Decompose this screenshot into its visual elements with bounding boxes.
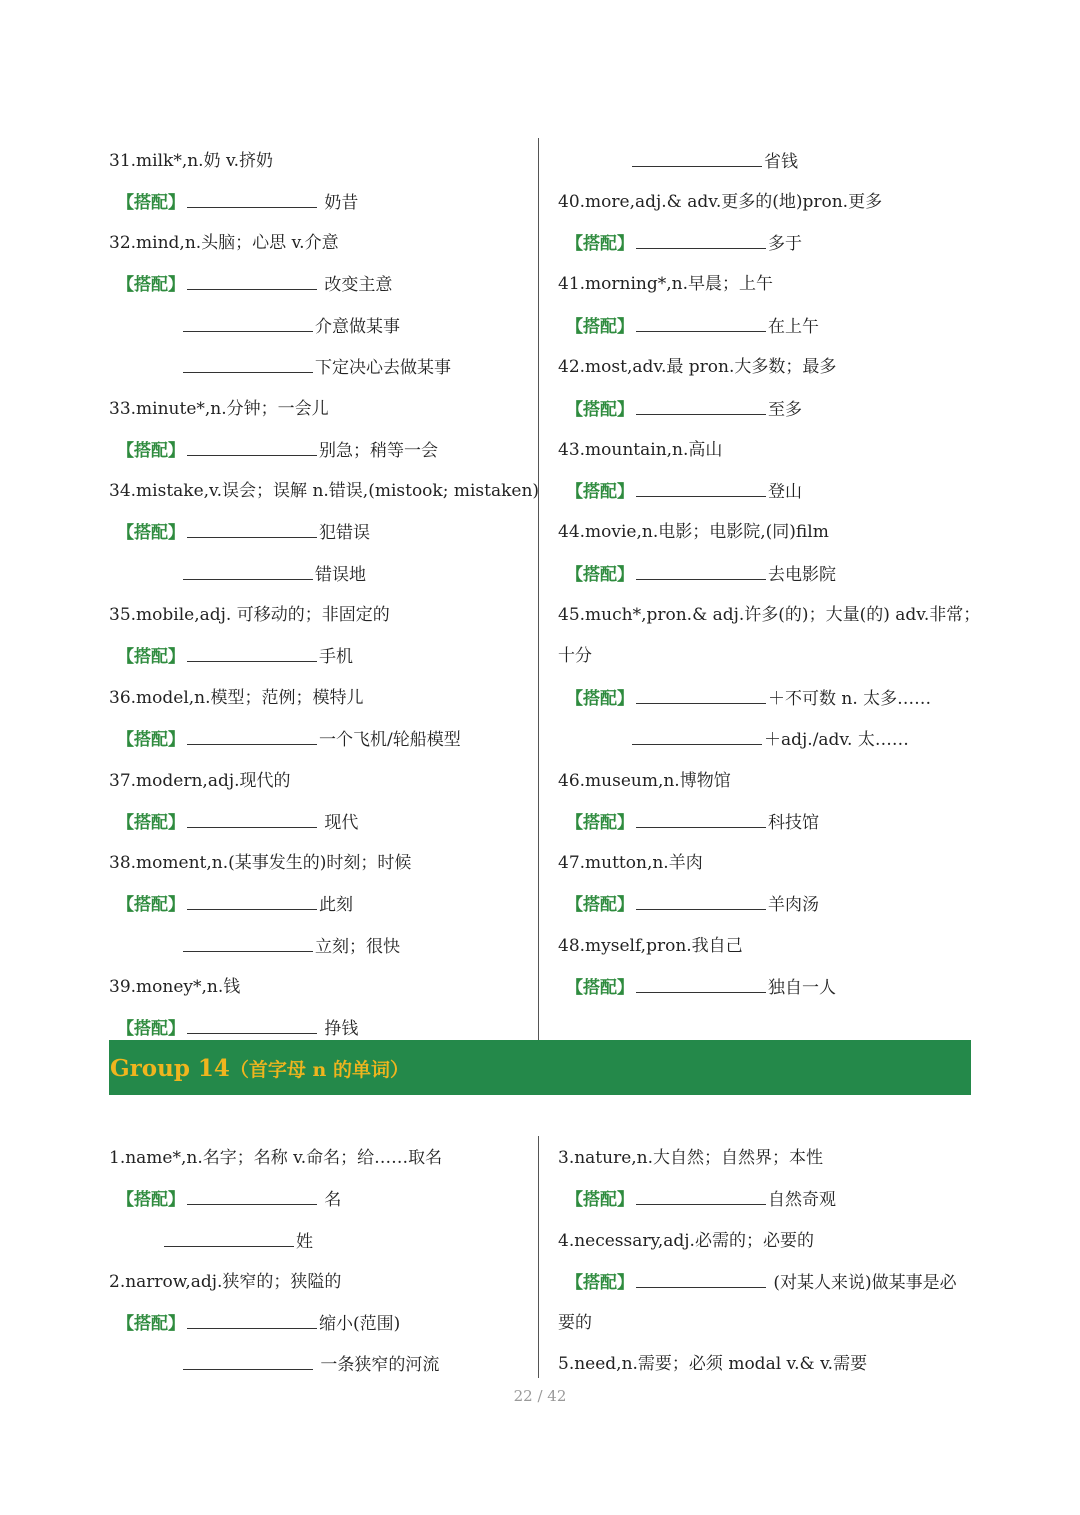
collocation-line: 【搭配】 科技馆 [566, 813, 819, 833]
answer-blank[interactable] [183, 1353, 313, 1370]
answer-blank[interactable] [636, 563, 766, 580]
tag-label: 【搭配】 [117, 1314, 185, 1334]
collocation-line: 【搭配】 ＋不可数 n. 太多…… [566, 689, 932, 709]
entry-headword: 40.more,adj.& adv.更多的(地)pron.更多 [558, 192, 883, 212]
answer-blank[interactable] [187, 1312, 317, 1329]
tag-label: 【搭配】 [566, 813, 634, 833]
entry-headword: 2.narrow,adj.狭窄的；狭隘的 [109, 1272, 342, 1292]
answer-blank[interactable] [187, 191, 317, 208]
entry-headword: 36.model,n.模型；范例；模特儿 [109, 688, 364, 708]
group-title: Group 14（首字母 n 的单词） [110, 1055, 409, 1082]
entry-headword: 4.necessary,adj.必需的；必要的 [558, 1231, 814, 1251]
entry-headword-continuation: 十分 [558, 646, 592, 666]
collocation-line: 【搭配】 (对某人来说)做某事是必 [566, 1273, 957, 1293]
answer-blank[interactable] [636, 1188, 766, 1205]
collocation-line: 【搭配】 此刻 [117, 895, 353, 915]
entry-headword: 45.much*,pron.& adj.许多(的)；大量(的) adv.非常； [558, 605, 981, 625]
entry-headword: 5.need,n.需要；必须 modal v.& v.需要 [558, 1354, 868, 1374]
tag-label: 【搭配】 [566, 1273, 634, 1293]
answer-blank[interactable] [636, 976, 766, 993]
collocation-line-continuation: 要的 [558, 1313, 592, 1333]
collocation-line: 错误地 [181, 563, 366, 586]
collocation-line: 【搭配】 羊肉汤 [566, 895, 819, 915]
tag-label: 【搭配】 [566, 1190, 634, 1210]
collocation-line: 省钱 [630, 150, 798, 173]
answer-blank[interactable] [187, 811, 317, 828]
tag-label: 【搭配】 [117, 895, 185, 915]
answer-blank[interactable] [187, 439, 317, 456]
tag-label: 【搭配】 [566, 689, 634, 709]
tag-label: 【搭配】 [566, 978, 634, 998]
collocation-line: 【搭配】 独自一人 [566, 978, 836, 998]
entry-headword: 31.milk*,n.奶 v.挤奶 [109, 151, 273, 171]
collocation-line: 介意做某事 [181, 315, 400, 338]
answer-blank[interactable] [187, 893, 317, 910]
tag-label: 【搭配】 [117, 813, 185, 833]
answer-blank[interactable] [183, 315, 313, 332]
entry-headword: 43.mountain,n.高山 [558, 440, 723, 460]
collocation-line: 【搭配】 自然奇观 [566, 1190, 836, 1210]
answer-blank[interactable] [183, 935, 313, 952]
tag-label: 【搭配】 [117, 275, 185, 295]
entry-headword: 44.movie,n.电影；电影院,(同)film [558, 522, 829, 542]
answer-blank[interactable] [183, 563, 313, 580]
tag-label: 【搭配】 [117, 1019, 185, 1039]
tag-label: 【搭配】 [566, 234, 634, 254]
entry-headword: 46.museum,n.博物馆 [558, 771, 731, 791]
collocation-line: 【搭配】 一个飞机/轮船模型 [117, 730, 461, 750]
entry-headword: 1.name*,n.名字；名称 v.命名；给……取名 [109, 1148, 443, 1168]
collocation-line: 【搭配】 多于 [566, 234, 802, 254]
answer-blank[interactable] [164, 1230, 294, 1247]
collocation-line: 立刻；很快 [181, 935, 400, 958]
answer-blank[interactable] [636, 687, 766, 704]
answer-blank[interactable] [636, 315, 766, 332]
entry-headword: 32.mind,n.头脑；心思 v.介意 [109, 233, 339, 253]
answer-blank[interactable] [187, 728, 317, 745]
answer-blank[interactable] [183, 356, 313, 373]
collocation-line: 【搭配】 至多 [566, 400, 802, 420]
answer-blank[interactable] [632, 728, 762, 745]
collocation-line: 【搭配】 奶昔 [117, 193, 359, 213]
page-number: 22 / 42 [513, 1387, 567, 1405]
tag-label: 【搭配】 [566, 317, 634, 337]
answer-blank[interactable] [632, 150, 762, 167]
tag-label: 【搭配】 [566, 895, 634, 915]
collocation-line: 【搭配】 挣钱 [117, 1019, 359, 1039]
group-subtitle: （首字母 n 的单词） [229, 1059, 409, 1081]
entry-headword: 39.money*,n.钱 [109, 977, 241, 997]
collocation-line: 【搭配】 缩小(范围) [117, 1314, 401, 1334]
entry-headword: 34.mistake,v.误会；误解 n.错误,(mistook; mistaken) [109, 481, 540, 501]
tag-label: 【搭配】 [566, 400, 634, 420]
tag-label: 【搭配】 [117, 730, 185, 750]
answer-blank[interactable] [187, 1017, 317, 1034]
collocation-line: 【搭配】 在上午 [566, 317, 819, 337]
collocation-line: 【搭配】 别急；稍等一会 [117, 441, 438, 461]
tag-label: 【搭配】 [117, 441, 185, 461]
entry-headword: 38.moment,n.(某事发生的)时刻；时候 [109, 853, 412, 873]
answer-blank[interactable] [636, 398, 766, 415]
collocation-line: 【搭配】 手机 [117, 647, 353, 667]
answer-blank[interactable] [636, 480, 766, 497]
answer-blank[interactable] [187, 1188, 317, 1205]
collocation-line: 【搭配】 名 [117, 1190, 342, 1210]
entry-headword: 33.minute*,n.分钟；一会儿 [109, 399, 329, 419]
entry-headword: 35.mobile,adj. 可移动的；非固定的 [109, 605, 390, 625]
answer-blank[interactable] [636, 232, 766, 249]
collocation-line: 【搭配】 登山 [566, 482, 802, 502]
entry-headword: 42.most,adv.最 pron.大多数；最多 [558, 357, 837, 377]
collocation-line: 【搭配】 改变主意 [117, 275, 393, 295]
answer-blank[interactable] [187, 645, 317, 662]
column-divider-top [538, 138, 539, 1040]
entry-headword: 41.morning*,n.早晨；上午 [558, 274, 773, 294]
collocation-line: 一条狭窄的河流 [181, 1353, 439, 1376]
answer-blank[interactable] [636, 893, 766, 910]
answer-blank[interactable] [636, 1271, 766, 1288]
collocation-line: 【搭配】 犯错误 [117, 523, 370, 543]
answer-blank[interactable] [187, 521, 317, 538]
collocation-line: ＋adj./adv. 太…… [630, 728, 909, 751]
tag-label: 【搭配】 [117, 523, 185, 543]
entry-headword: 37.modern,adj.现代的 [109, 771, 291, 791]
tag-label: 【搭配】 [566, 482, 634, 502]
answer-blank[interactable] [187, 273, 317, 290]
collocation-line: 姓 [162, 1230, 313, 1253]
entry-headword: 47.mutton,n.羊肉 [558, 853, 703, 873]
collocation-line: 下定决心去做某事 [181, 356, 451, 379]
column-divider-bottom [538, 1136, 539, 1378]
tag-label: 【搭配】 [117, 1190, 185, 1210]
collocation-line: 【搭配】 现代 [117, 813, 359, 833]
answer-blank[interactable] [636, 811, 766, 828]
tag-label: 【搭配】 [566, 565, 634, 585]
collocation-line: 【搭配】 去电影院 [566, 565, 836, 585]
tag-label: 【搭配】 [117, 193, 185, 213]
entry-headword: 3.nature,n.大自然；自然界；本性 [558, 1148, 824, 1168]
tag-label: 【搭配】 [117, 647, 185, 667]
entry-headword: 48.myself,pron.我自己 [558, 936, 743, 956]
